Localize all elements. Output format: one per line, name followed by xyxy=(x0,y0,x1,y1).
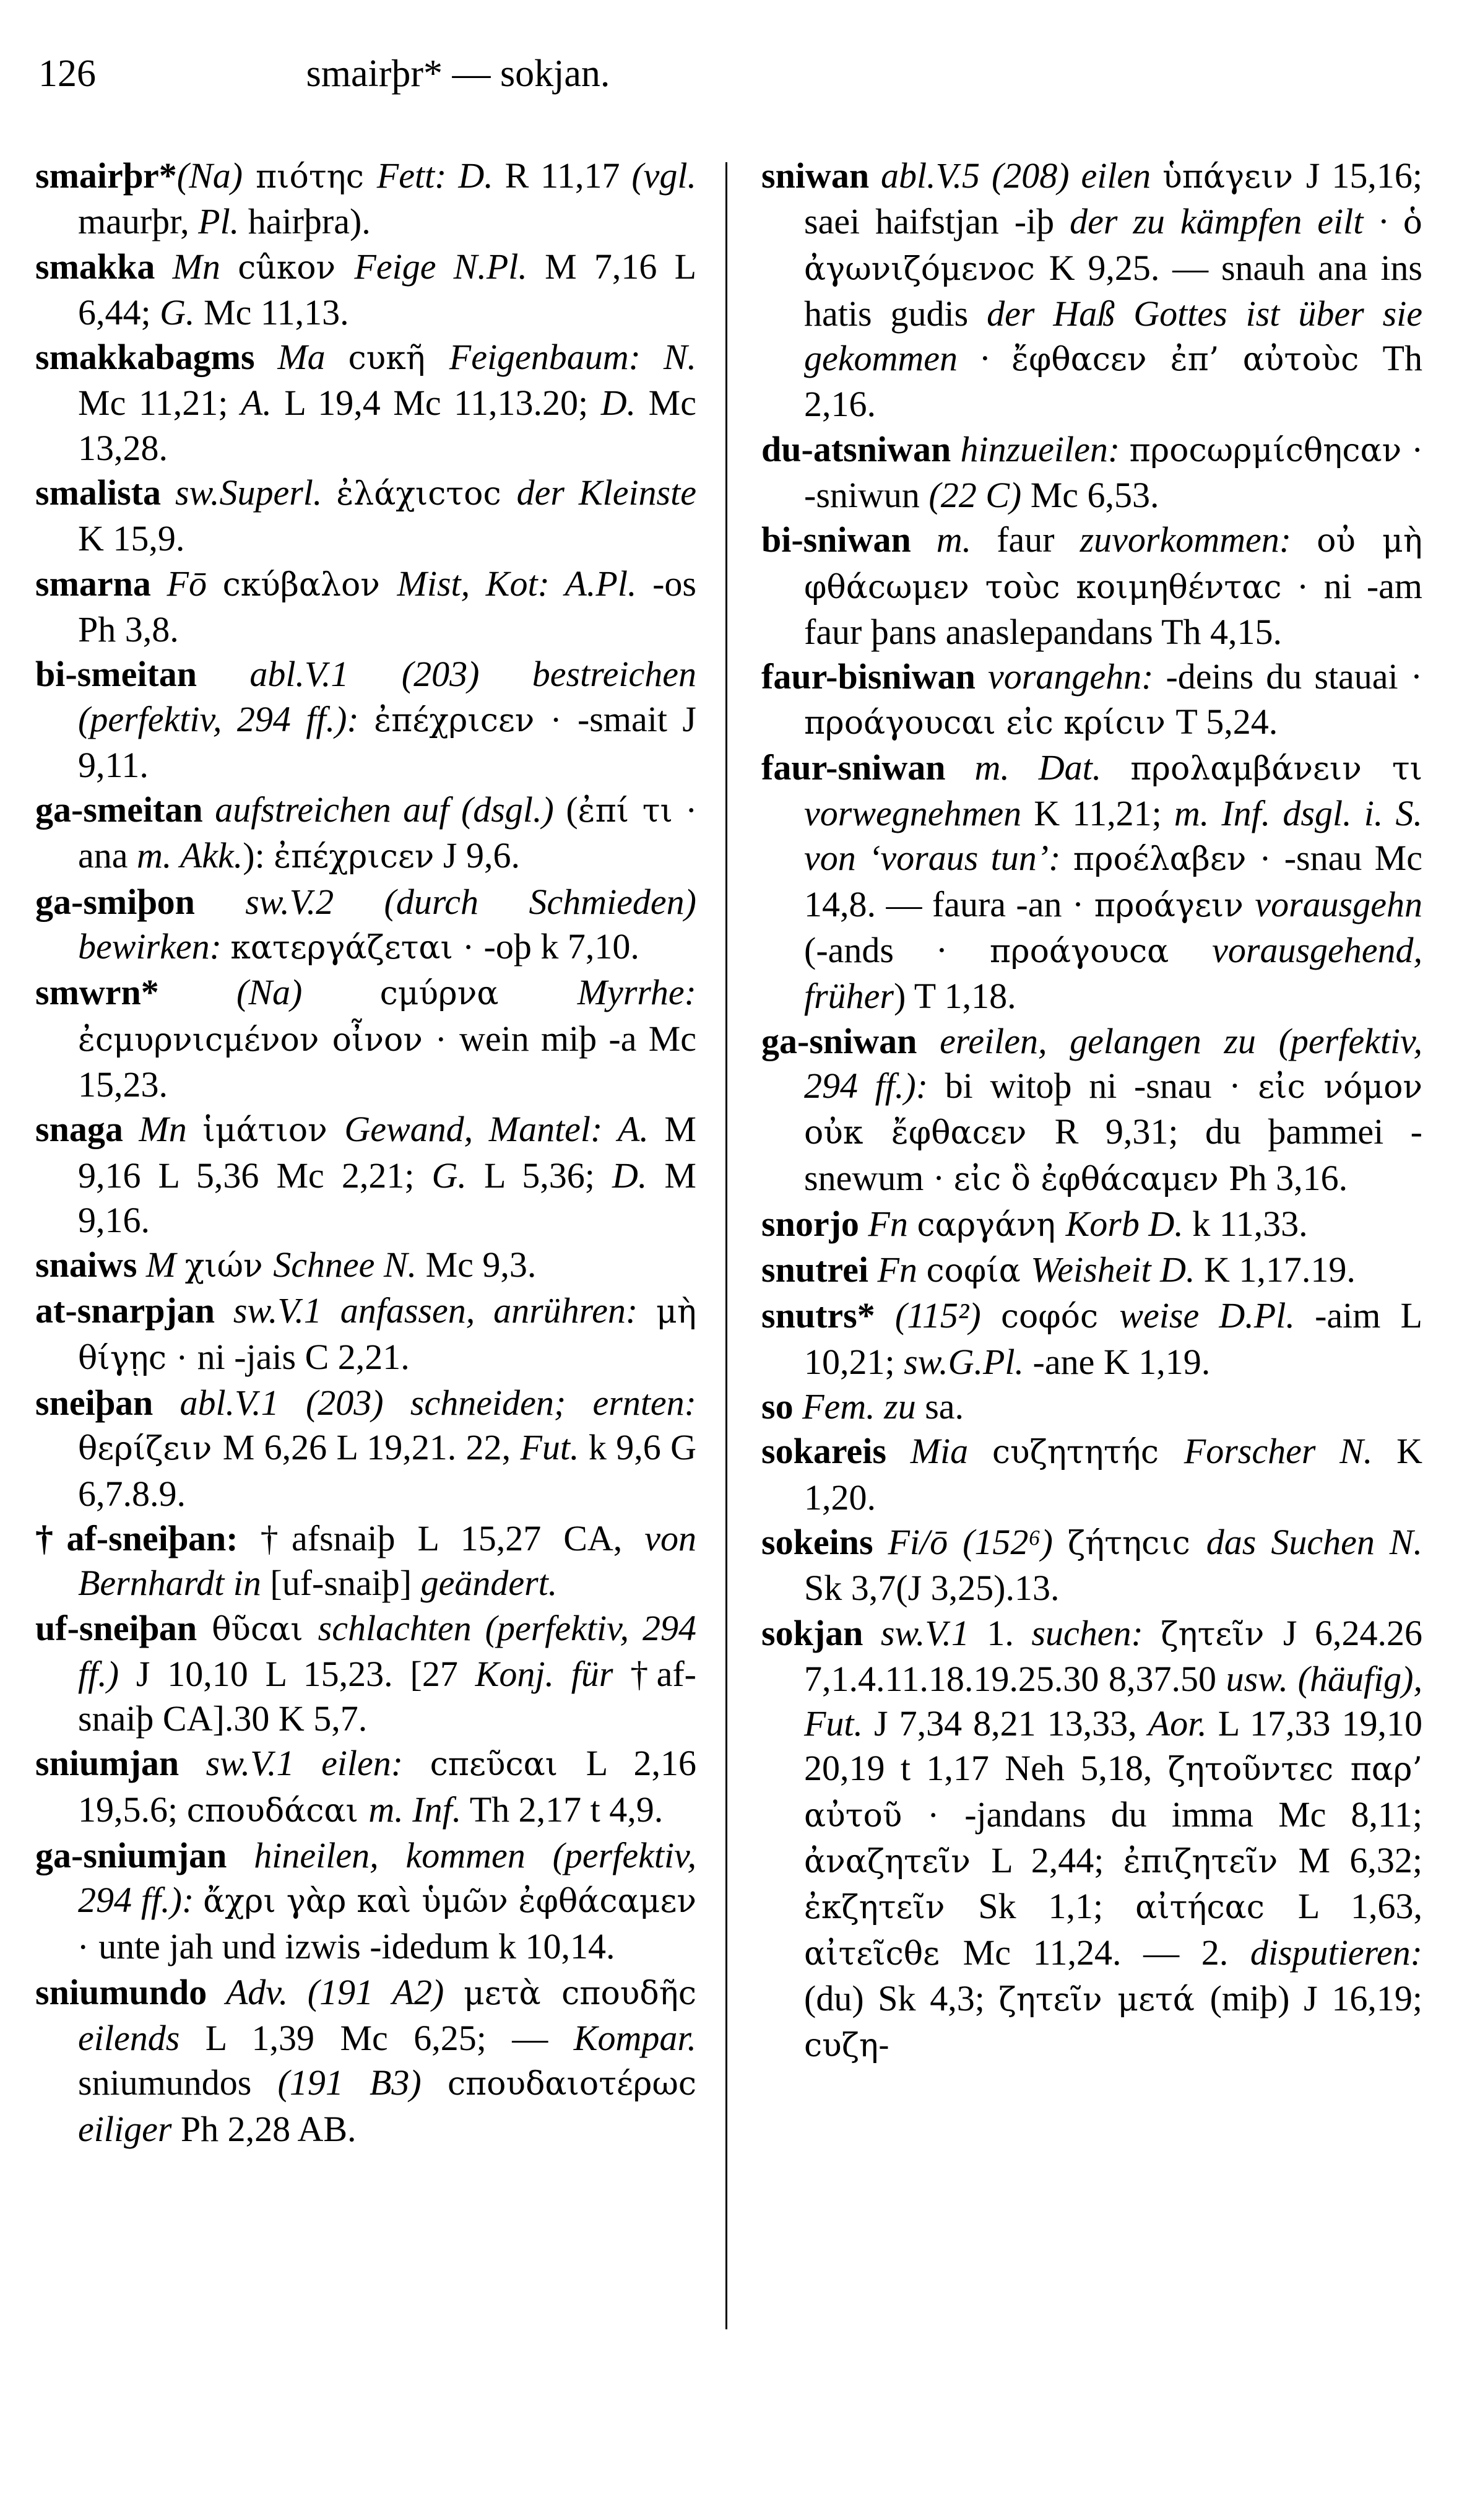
dictionary-entry xyxy=(761,1384,1422,1429)
german-gloss: Fi/ō (152⁶) xyxy=(873,1521,1068,1562)
dictionary-entry xyxy=(761,1293,1422,1384)
greek-gloss: χιών xyxy=(184,1248,274,1285)
headword: snaiws xyxy=(35,1245,137,1285)
dictionary-entry xyxy=(35,245,696,336)
german-gloss: suchen: xyxy=(1031,1612,1161,1653)
citation-text: Mc 11,21; xyxy=(78,383,241,424)
citation-text: L 19,4 Mc 11,13.20; xyxy=(271,383,601,424)
dictionary-entry xyxy=(761,1520,1422,1611)
citation-text: Th 2,17 t 4,9. xyxy=(461,1789,664,1830)
greek-gloss: ζητεῖν xyxy=(1161,1615,1283,1653)
citation-text: wein miþ -a Mc 15,23. xyxy=(78,1018,697,1105)
headword: smairþr* xyxy=(35,155,177,196)
german-gloss: m. Inf. dsgl. i. S. von ‘voraus tun’: xyxy=(804,793,1422,879)
german-gloss: m. Inf. xyxy=(368,1789,462,1830)
citation-text: bi witoþ ni -snau · xyxy=(945,1065,1258,1106)
german-gloss: M xyxy=(137,1245,185,1285)
greek-gloss: cοφία xyxy=(926,1253,1031,1290)
dictionary-entry xyxy=(761,1429,1422,1520)
citation-text: M 6,26 L 19,21. 22, xyxy=(222,1427,521,1468)
greek-gloss: πιότηc xyxy=(243,159,377,196)
german-gloss: Mist, Kot: A.Pl. xyxy=(397,563,637,604)
citation-text: J 9,6. xyxy=(434,835,520,876)
greek-gloss: αἰτεῖcθε xyxy=(804,1935,963,1973)
german-gloss: vorausgehend, früher xyxy=(804,930,1422,1017)
citation-text: J 15,16; saei haifstjan -iþ xyxy=(804,155,1422,242)
german-gloss: ereilen, gelangen zu (perfektiv, 294 ff.): xyxy=(804,1020,1422,1106)
citation-text: Mc 13,28. xyxy=(78,383,696,468)
greek-gloss: cοφόc xyxy=(1000,1298,1120,1336)
german-gloss: (Na) xyxy=(158,972,380,1013)
greek-gloss: μετὰ cπουδῆc xyxy=(463,1975,696,2012)
citation-text: (miþ) J 16,19; xyxy=(1210,1978,1423,2018)
german-gloss: vorwegnehmen xyxy=(804,793,1022,834)
citation-text: Mc 11,13. xyxy=(194,292,349,332)
citation-text: -os Ph 3,8. xyxy=(78,563,696,650)
dictionary-entry xyxy=(35,1288,696,1381)
german-gloss: disputieren: xyxy=(1250,1932,1422,1973)
citation-text: unte jah und izwis -idedum k 10,14. xyxy=(98,1926,615,1966)
greek-gloss: ζήτηcιc xyxy=(1067,1524,1206,1562)
headword: so xyxy=(761,1386,794,1427)
citation-text: †af-snaiþ CA].30 K 5,7. xyxy=(78,1653,696,1739)
headword: faur-sniwan xyxy=(761,747,946,788)
greek-gloss: κατεργάζεται · xyxy=(230,929,484,967)
dictionary-entry xyxy=(35,1741,696,1833)
greek-gloss: προάγουcα xyxy=(989,933,1213,971)
headword: faur-bisniwan xyxy=(761,656,976,697)
german-gloss: Feige N.Pl. xyxy=(354,246,527,287)
headword: sokeins xyxy=(761,1521,873,1562)
german-gloss: sw.V.1 anfassen, anrühren: xyxy=(215,1290,657,1331)
dictionary-entry xyxy=(35,970,696,1107)
dictionary-entry xyxy=(35,652,696,788)
greek-gloss: προάγουcαι εἰc κρίcιν xyxy=(804,704,1176,742)
citation-text: Mc 6,53. xyxy=(1021,475,1159,516)
greek-gloss: ἐπέχριcεν · xyxy=(374,702,578,739)
german-gloss: abl.V.1 (203) bestreichen (perfektiv, 294 ff.): xyxy=(78,654,696,739)
german-gloss: weise D.Pl. xyxy=(1119,1295,1295,1336)
headword: sneiþan xyxy=(35,1383,154,1423)
headword: sokjan xyxy=(761,1612,863,1653)
dictionary-entry xyxy=(35,1606,696,1742)
greek-gloss: οὐ μὴ φθάcωμεν τοὺc κοιμηθένταc · xyxy=(804,523,1422,606)
citation-text: L 2,44; xyxy=(991,1840,1123,1880)
headword: uf-sneiþan xyxy=(35,1607,197,1648)
citation-text: -sniwun xyxy=(804,475,929,516)
greek-gloss: cκύβαλον xyxy=(222,566,397,604)
dictionary-entry xyxy=(35,1381,696,1516)
greek-gloss: ζητεῖν μετά xyxy=(998,1981,1210,2018)
greek-gloss: cυκῆ xyxy=(348,340,449,378)
greek-gloss: cπεῦcαι xyxy=(430,1746,586,1784)
greek-gloss: εἰc ὃ ἐφθάcαμεν xyxy=(953,1160,1229,1198)
citation-text: -snau Mc 14,8. — faura -an · xyxy=(804,838,1422,924)
citation-text: -smait J 9,11. xyxy=(78,698,697,785)
german-gloss: (115²) xyxy=(875,1295,1001,1336)
citation-text: (du) Sk 4,3; xyxy=(804,1978,999,2018)
german-gloss: von Bernhardt in xyxy=(78,1518,696,1604)
german-gloss: Myrrhe: xyxy=(577,972,696,1013)
dictionary-entry xyxy=(35,1833,696,1970)
german-gloss: Gewand, Mantel: A. xyxy=(344,1109,649,1150)
citation-text: M 9,16. xyxy=(78,1155,697,1240)
dictionary-entry xyxy=(761,1248,1422,1293)
dictionary-entry xyxy=(35,562,696,653)
greek-gloss: ἐπέχριcεν xyxy=(274,838,435,876)
greek-gloss: ἔφθαcεν ἐπ’ αὐτοὺc xyxy=(1011,341,1383,379)
german-gloss: vorausgehn xyxy=(1255,884,1422,924)
citation-text: R 9,31; du þammei -snewum · xyxy=(804,1111,1422,1198)
dictionary-entry xyxy=(761,518,1422,654)
german-gloss: abl.V.1 (203) schneiden; ernten: xyxy=(153,1383,696,1423)
citation-text: -deins du stauai · xyxy=(1166,656,1423,697)
german-gloss: Kompar. xyxy=(573,2018,696,2059)
citation-text: J 10,10 L 15,23. [27 xyxy=(119,1653,475,1694)
citation-text: Ph 2,28 AB. xyxy=(171,2108,357,2149)
headword: sokareis xyxy=(761,1431,886,1472)
headword: sniumundo xyxy=(35,1971,207,2012)
greek-gloss: ἐπιζητεῖν xyxy=(1123,1843,1299,1880)
german-gloss: Fett: D. xyxy=(376,155,493,196)
citation-text: Sk 1,1; xyxy=(978,1886,1136,1927)
german-gloss: A. xyxy=(240,383,272,424)
headword: ga-smeitan xyxy=(35,789,203,830)
german-gloss: Aor. xyxy=(1148,1703,1207,1744)
headword: ga-sniumjan xyxy=(35,1835,227,1875)
german-gloss: Adv. (191 A2) xyxy=(207,1971,464,2012)
citation-text: maurþr, xyxy=(78,201,199,242)
greek-gloss: cμύρνα xyxy=(379,975,578,1013)
german-gloss: Weisheit D. xyxy=(1031,1249,1195,1290)
german-gloss: Korb D. xyxy=(1065,1203,1184,1244)
dictionary-entry xyxy=(761,745,1422,1019)
citation-text: L 1,63, xyxy=(1297,1886,1422,1927)
german-gloss: der Kleinste xyxy=(516,472,696,513)
citation-text: J 7,34 8,21 13,33, xyxy=(863,1703,1148,1744)
german-gloss: sw.V.1 eilen: xyxy=(179,1743,430,1784)
german-gloss: hineilen, kommen (perfektiv, 294 ff.): xyxy=(78,1835,696,1921)
german-gloss: Fn xyxy=(868,1249,927,1290)
headword: snaga xyxy=(35,1109,123,1150)
german-gloss: Mia xyxy=(886,1431,992,1472)
greek-gloss: προέλαβεν · xyxy=(1073,841,1284,879)
greek-gloss: προάγειν xyxy=(1094,887,1255,924)
german-gloss: usw. (häufig), Fut. xyxy=(804,1658,1422,1744)
citation-text: k 11,33. xyxy=(1183,1203,1308,1244)
greek-gloss: ἄχρι γὰρ καὶ ὑμῶν ἐφθάcαμεν · xyxy=(78,1883,696,1966)
headword: bi-sniwan xyxy=(761,519,911,560)
greek-gloss: cυζη- xyxy=(804,2027,889,2065)
greek-gloss: θῦcαι xyxy=(197,1610,318,1648)
column-divider xyxy=(725,162,727,2329)
greek-gloss: ἱμάτιον xyxy=(202,1112,345,1150)
dictionary-entry xyxy=(35,335,696,471)
german-gloss: Mn xyxy=(155,246,238,287)
right-column xyxy=(761,154,1422,2068)
german-gloss: Fut. xyxy=(520,1427,579,1468)
citation-text: ( xyxy=(566,789,578,830)
german-gloss: abl.V.5 (208) eilen xyxy=(869,155,1163,196)
greek-gloss: ζητοῦντεc παρ’ αὐτοῦ · xyxy=(804,1751,1422,1835)
headword: ga-sniwan xyxy=(761,1020,917,1061)
headword: smakka xyxy=(35,246,155,287)
german-gloss: sw.G.Pl. xyxy=(904,1341,1024,1382)
citation-text: M 9,16 L 5,36 Mc 2,21; xyxy=(78,1109,696,1196)
german-gloss: sw.Superl. xyxy=(161,472,337,513)
german-gloss: das Suchen N. xyxy=(1206,1521,1422,1562)
citation-text: ni -jais C 2,21. xyxy=(197,1336,410,1377)
page-header xyxy=(0,52,1467,102)
headword: snorjo xyxy=(761,1203,859,1244)
citation-text: †afsnaiþ L 15,27 CA, xyxy=(238,1518,645,1558)
german-gloss: D. xyxy=(612,1155,647,1196)
citation-text: Mc 9,3. xyxy=(417,1245,537,1285)
german-gloss: m. Akk. xyxy=(137,835,243,876)
citation-text: Sk 3,7(J 3,25).13. xyxy=(804,1568,1060,1609)
german-gloss: Mn xyxy=(123,1109,203,1150)
german-gloss: sw.V.2 (durch Schmieden) bewirken: xyxy=(78,881,696,967)
citation-text: -aim L 10,21; xyxy=(804,1295,1422,1382)
citation-text: sa. xyxy=(925,1386,964,1427)
greek-gloss: cπουδαιοτέρωc xyxy=(447,2066,696,2103)
citation-text: -jandans du imma Mc 8,11; xyxy=(964,1794,1422,1835)
greek-gloss: ἐcμυρνιcμένον οἶνον · xyxy=(78,1021,459,1059)
headword: ga-smiþon xyxy=(35,881,195,922)
dictionary-entry xyxy=(35,1107,696,1243)
citation-text: K 9,25. — snauh ana ins hatis gudis xyxy=(804,247,1423,334)
headword: snutrei xyxy=(761,1249,868,1290)
dictionary-entry xyxy=(35,880,696,971)
citation-text: L 5,36; xyxy=(466,1155,612,1196)
headword: du-atsniwan xyxy=(761,428,951,469)
citation-text: faur xyxy=(997,519,1080,560)
german-gloss: Fem. zu xyxy=(793,1386,925,1427)
dictionary-entry xyxy=(35,1516,696,1606)
greek-gloss: ὁ ἀγωνιζόμενοc xyxy=(804,204,1422,288)
headword: smalista xyxy=(35,472,161,513)
greek-gloss: cαργάνη xyxy=(917,1206,1066,1244)
citation-text: -ane K 1,19. xyxy=(1024,1341,1211,1382)
dictionary-entry xyxy=(35,1243,696,1288)
citation-text: k 9,6 G 6,7.8.9. xyxy=(78,1427,697,1514)
german-gloss: hinzueilen: xyxy=(951,428,1130,469)
greek-gloss: αἰτήcαc xyxy=(1135,1889,1298,1927)
headword: smakkabagms xyxy=(35,337,255,378)
citation-text: [uf-snaiþ] xyxy=(270,1563,421,1604)
german-gloss: (22 C) xyxy=(928,475,1022,516)
german-gloss: zuvorkommen: xyxy=(1080,519,1317,560)
headword: smwrn* xyxy=(35,972,159,1013)
greek-gloss: μὴ θίγῃc · xyxy=(78,1293,696,1377)
german-gloss: der Haß Gottes ist über sie gekommen · xyxy=(804,293,1423,379)
headword: sniumjan xyxy=(35,1743,180,1784)
german-gloss: vorangehn: xyxy=(975,656,1166,697)
citation-text: ana xyxy=(78,835,137,876)
german-gloss: G. xyxy=(160,292,195,332)
german-gloss: aufstreichen auf (dsgl.) xyxy=(202,789,566,830)
german-gloss: (vgl. xyxy=(631,155,696,196)
left-column xyxy=(35,154,696,2152)
greek-gloss: θερίζειν xyxy=(78,1430,223,1468)
page-number: 126 xyxy=(38,53,96,95)
citation-text: J 6,24.26 7,1.4.11.18.19.25.30 8,37.50 xyxy=(804,1612,1423,1699)
citation-text: K 1,20. xyxy=(804,1431,1422,1518)
dictionary-entry xyxy=(35,471,696,562)
german-gloss: geändert. xyxy=(420,1563,558,1604)
german-gloss: m. xyxy=(911,519,997,560)
headword: sniwan xyxy=(761,155,870,196)
dictionary-entry xyxy=(35,788,696,880)
greek-gloss: ὑπάγειν xyxy=(1162,159,1306,196)
dictionary-entry xyxy=(761,427,1422,518)
german-gloss: eilends xyxy=(78,2018,180,2059)
german-gloss: Schnee N. xyxy=(273,1245,417,1285)
citation-text: ni -am faur þans anaslepandans Th 4,15. xyxy=(804,565,1422,652)
headword: smarna xyxy=(35,563,151,604)
citation-text: M 7,16 L 6,44; xyxy=(78,246,697,332)
dictionary-entry xyxy=(761,154,1422,427)
greek-gloss: προλαμβάνειν τι xyxy=(1130,750,1422,788)
greek-gloss: cπουδάcαι xyxy=(186,1792,369,1830)
citation-text: sniumundos xyxy=(78,2062,278,2103)
german-gloss: schlachten (perfektiv, 294 ff.) xyxy=(78,1607,696,1694)
citation-text: L 1,39 Mc 6,25; — xyxy=(180,2018,574,2059)
dictionary-entry xyxy=(761,654,1422,745)
german-gloss: m. Dat. xyxy=(945,747,1131,788)
citation-text: R 11,17 xyxy=(493,155,632,196)
citation-text: hairþra). xyxy=(239,201,371,242)
headword: snutrs* xyxy=(761,1295,875,1336)
dictionary-entry xyxy=(761,1611,1422,2069)
running-head: smairþr* — sokjan. xyxy=(306,53,610,95)
citation-text: Ph 3,16. xyxy=(1229,1157,1348,1198)
citation-text: -oþ k 7,10. xyxy=(483,926,639,967)
citation-text: (-ands · xyxy=(804,930,990,971)
german-gloss: Pl. xyxy=(198,201,240,242)
greek-gloss: εἰc νόμον οὐκ ἔφθαcεν xyxy=(804,1068,1422,1152)
greek-gloss: ἐπί τι · xyxy=(578,793,696,830)
citation-text: ): xyxy=(243,835,274,876)
german-gloss: eiliger xyxy=(78,2108,172,2149)
dictionary-entry xyxy=(761,1019,1422,1202)
citation-text: Mc 11,24. — 2. xyxy=(963,1932,1250,1973)
german-gloss: sw.V.1 xyxy=(863,1612,987,1653)
dictionary-entry xyxy=(35,1970,696,2152)
german-gloss: Fō xyxy=(150,563,223,604)
greek-gloss: ἐλάχιcτοc xyxy=(336,476,517,513)
citation-text: Th 2,16. xyxy=(804,338,1422,425)
greek-gloss: ἀναζητεῖν xyxy=(804,1843,992,1880)
dictionary-entry xyxy=(761,1202,1422,1248)
citation-text: K 15,9. xyxy=(78,518,185,559)
greek-gloss: cυζητητήc xyxy=(992,1434,1184,1472)
dictionary-entry xyxy=(35,154,696,245)
citation-text: K 11,21; xyxy=(1021,793,1174,834)
citation-text: ) T 1,18. xyxy=(894,976,1016,1017)
headword: bi-smeitan xyxy=(35,654,197,695)
citation-text: T 5,24. xyxy=(1175,701,1278,742)
citation-text: L 17,33 19,10 20,19 t 1,17 Neh 5,18, xyxy=(804,1703,1423,1789)
german-gloss: der zu kämpfen eilt · xyxy=(1070,201,1403,242)
german-gloss: (Na) xyxy=(176,155,243,196)
german-gloss: Konj. für xyxy=(475,1653,613,1694)
german-gloss: Feigenbaum: N. xyxy=(449,337,697,378)
german-gloss: Ma xyxy=(254,337,348,378)
citation-text: M 6,32; xyxy=(1298,1840,1423,1880)
german-gloss: Forscher N. xyxy=(1184,1431,1373,1472)
citation-text: K 1,17.19. xyxy=(1195,1249,1356,1290)
headword: at-snarpjan xyxy=(35,1290,215,1331)
german-gloss: (191 B3) xyxy=(277,2062,448,2103)
headword: †af-sneiþan: xyxy=(35,1518,238,1558)
german-gloss: Fn xyxy=(859,1203,917,1244)
citation-text: 1. xyxy=(987,1612,1032,1653)
greek-gloss: ἐκζητεῖν xyxy=(804,1889,979,1927)
greek-gloss: cûκον xyxy=(238,249,355,287)
german-gloss: G. xyxy=(431,1155,467,1196)
citation-text: L 2,16 19,5.6; xyxy=(78,1743,696,1830)
german-gloss: D. xyxy=(600,383,636,424)
greek-gloss: προcωρμίcθηcαν · xyxy=(1129,432,1423,469)
